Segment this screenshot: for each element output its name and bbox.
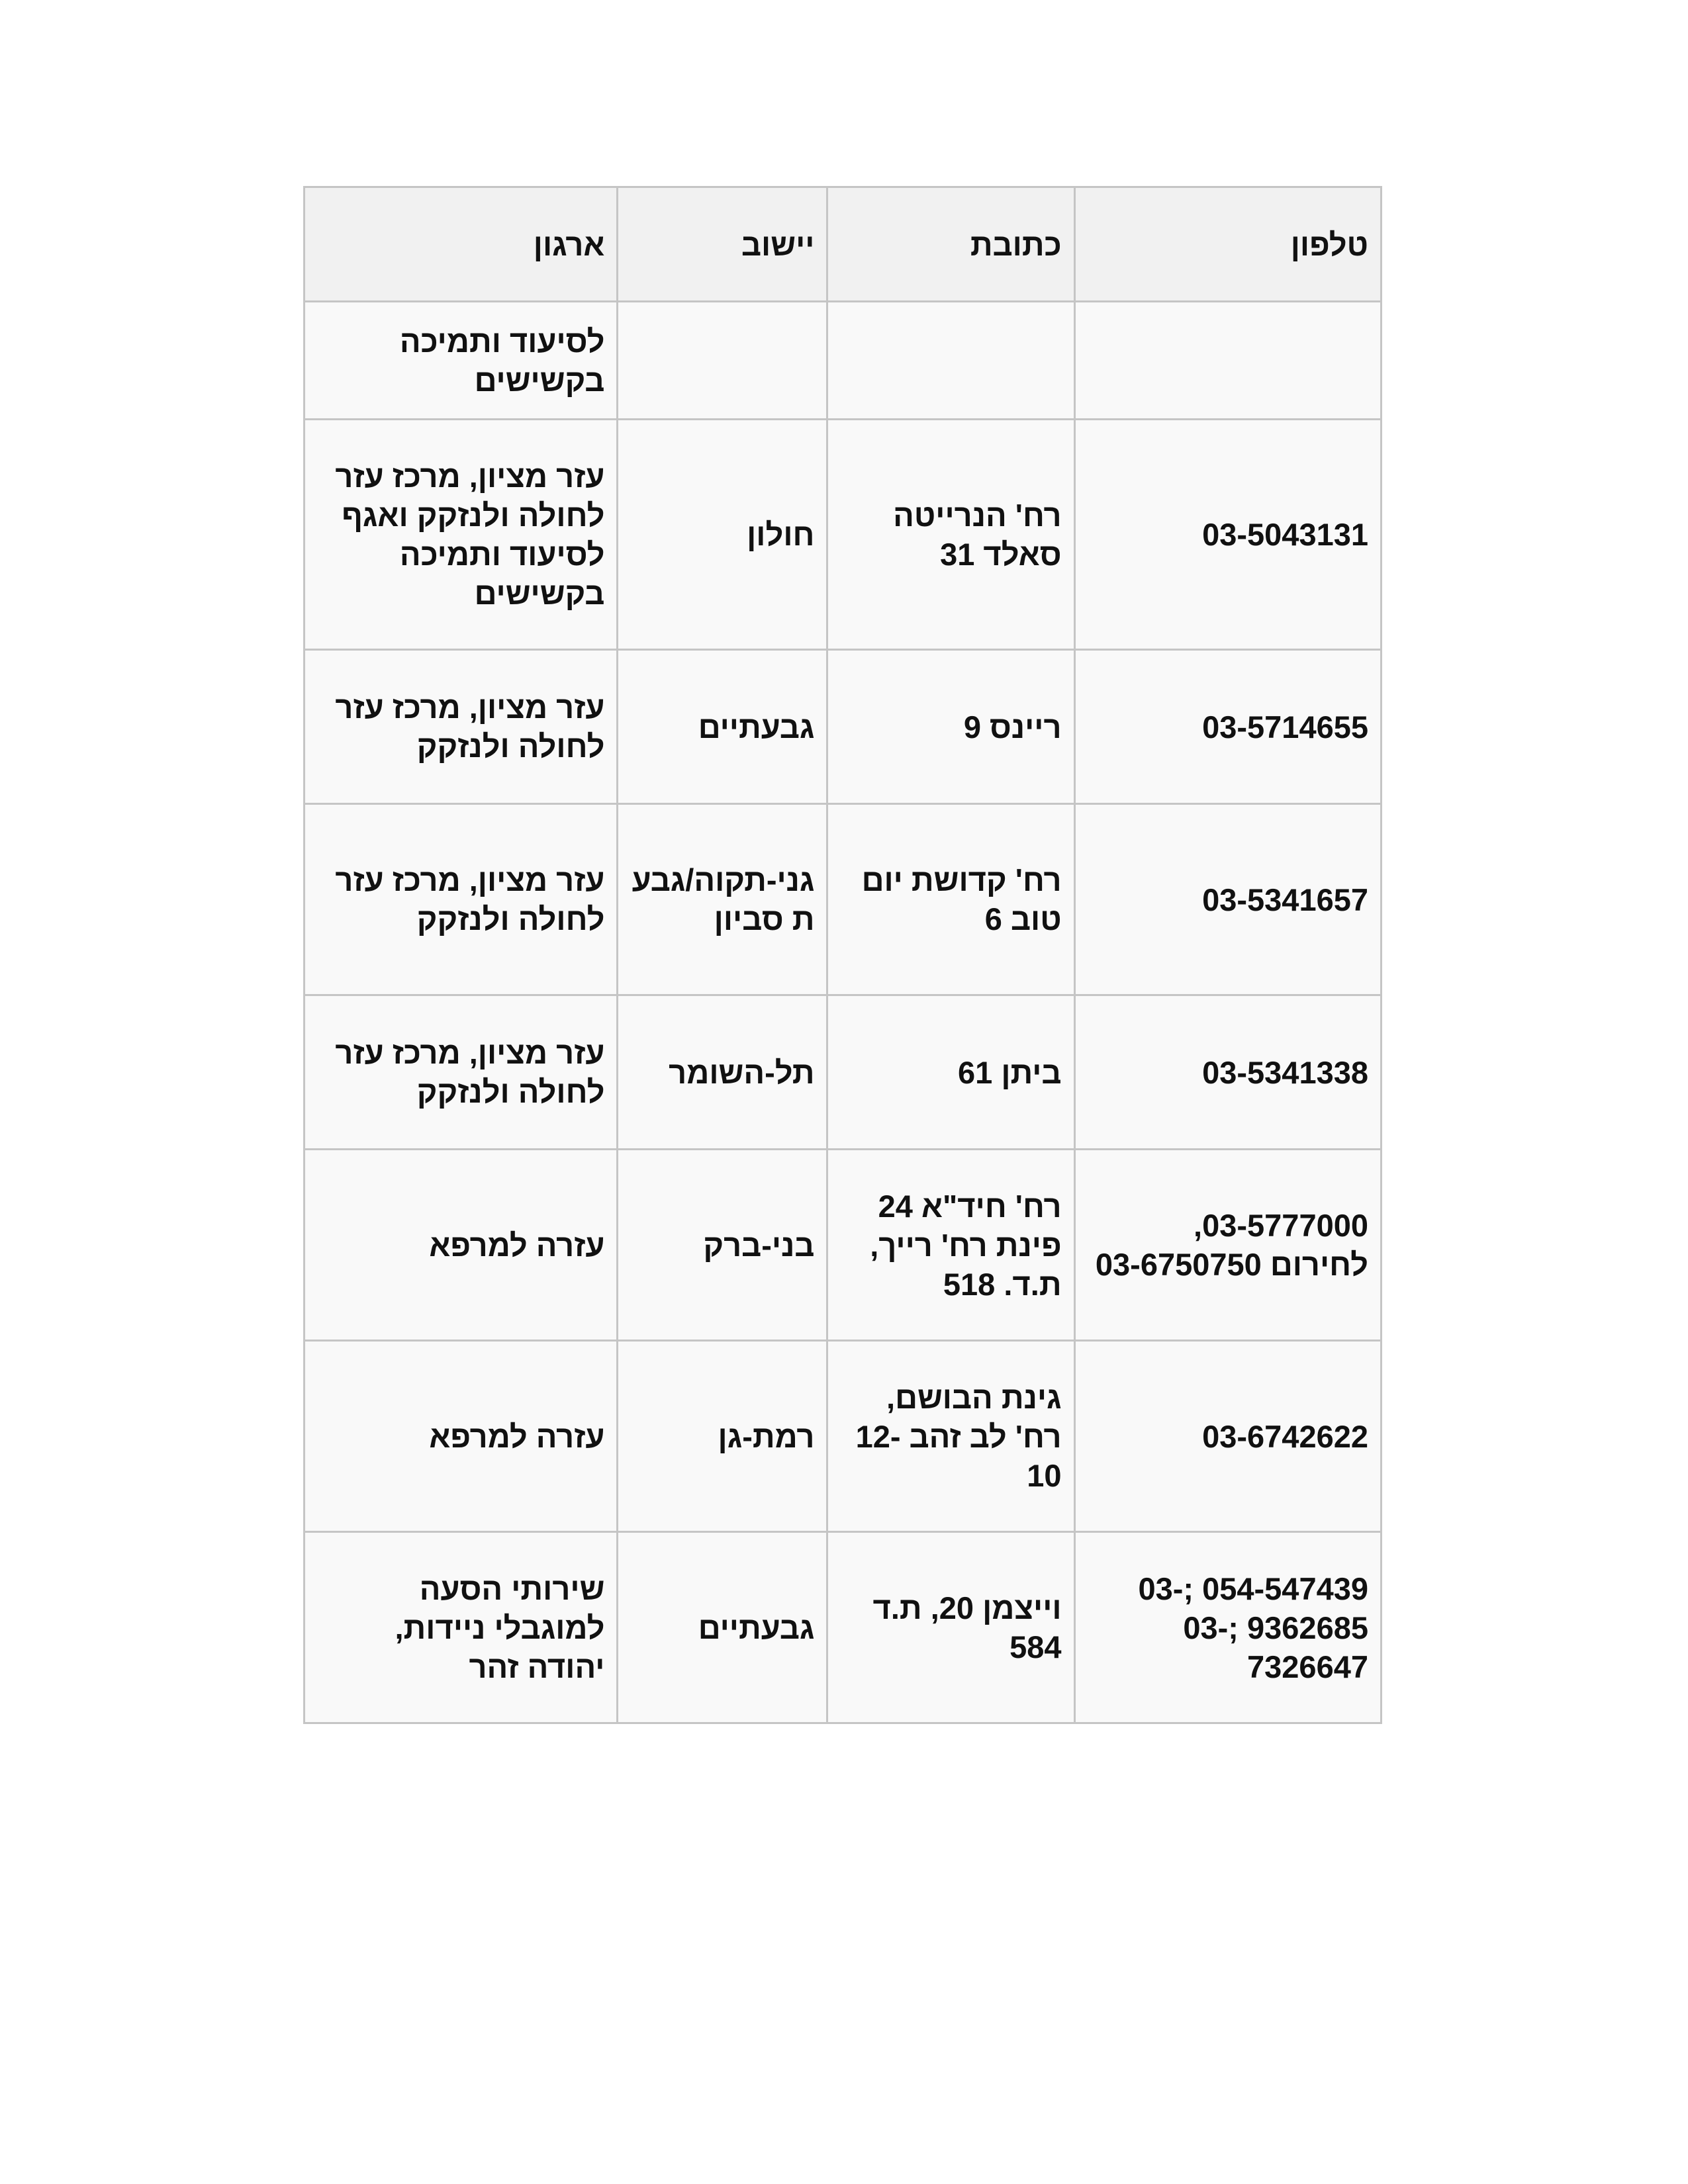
cell-city: בני-ברק (618, 1150, 827, 1341)
cell-phone (1074, 302, 1381, 420)
cell-organization: עזר מציון, מרכז עזר לחולה ולנזקק ואגף לסיעוד ותמיכה בקשישים (305, 420, 618, 650)
table-row (305, 1532, 1382, 1723)
table-row (305, 650, 1382, 804)
cell-organization: עזרה למרפא (305, 1150, 618, 1341)
cell-phone: 03-5341338 (1074, 995, 1381, 1150)
cell-address: ריינס 9 (827, 650, 1074, 804)
cell-address: רח' קדושת יום טוב 6 (827, 804, 1074, 995)
contacts-table (303, 186, 1382, 1724)
cell-address: וייצמן 20, ת.ד 584 (827, 1532, 1074, 1723)
cell-phone: 03-5714655 (1074, 650, 1381, 804)
cell-phone: 03-6742622 (1074, 1341, 1381, 1532)
cell-organization: עזר מציון, מרכז עזר לחולה ולנזקק (305, 650, 618, 804)
table-row (305, 302, 1382, 420)
cell-address: רח' חיד"א 24 פינת רח' רייך, ת.ד. 518 (827, 1150, 1074, 1341)
cell-organization: עזר מציון, מרכז עזר לחולה ולנזקק (305, 804, 618, 995)
header-city: יישוב (618, 187, 827, 302)
cell-phone: 03-5341657 (1074, 804, 1381, 995)
cell-address: גינת הבושם, רח' לב זהב 12-10 (827, 1341, 1074, 1532)
cell-city: חולון (618, 420, 827, 650)
cell-city: גבעתיים (618, 650, 827, 804)
cell-organization: עזר מציון, מרכז עזר לחולה ולנזקק (305, 995, 618, 1150)
cell-phone: 03-5777000, לחירום 03-6750750 (1074, 1150, 1381, 1341)
cell-city: גני-תקוה/גבעת סביון (618, 804, 827, 995)
header-address: כתובת (827, 187, 1074, 302)
table-row (305, 1341, 1382, 1532)
cell-city: גבעתיים (618, 1532, 827, 1723)
table-header-row (305, 187, 1382, 302)
header-phone: טלפון (1074, 187, 1381, 302)
table-row (305, 420, 1382, 650)
cell-phone: 054-547439 ;03-9362685 ;03-7326647 (1074, 1532, 1381, 1723)
cell-phone: 03-5043131 (1074, 420, 1381, 650)
table-row (305, 995, 1382, 1150)
cell-address (827, 302, 1074, 420)
cell-organization: שירותי הסעה למוגבלי ניידות, יהודה זהר (305, 1532, 618, 1723)
cell-city (618, 302, 827, 420)
cell-address: ביתן 61 (827, 995, 1074, 1150)
table-row (305, 804, 1382, 995)
table-row (305, 1150, 1382, 1341)
header-organization: ארגון (305, 187, 618, 302)
cell-address: רח' הנרייטה סאלד 31 (827, 420, 1074, 650)
cell-organization: לסיעוד ותמיכה בקשישים (305, 302, 618, 420)
cell-city: תל-השומר (618, 995, 827, 1150)
cell-organization: עזרה למרפא (305, 1341, 618, 1532)
cell-city: רמת-גן (618, 1341, 827, 1532)
